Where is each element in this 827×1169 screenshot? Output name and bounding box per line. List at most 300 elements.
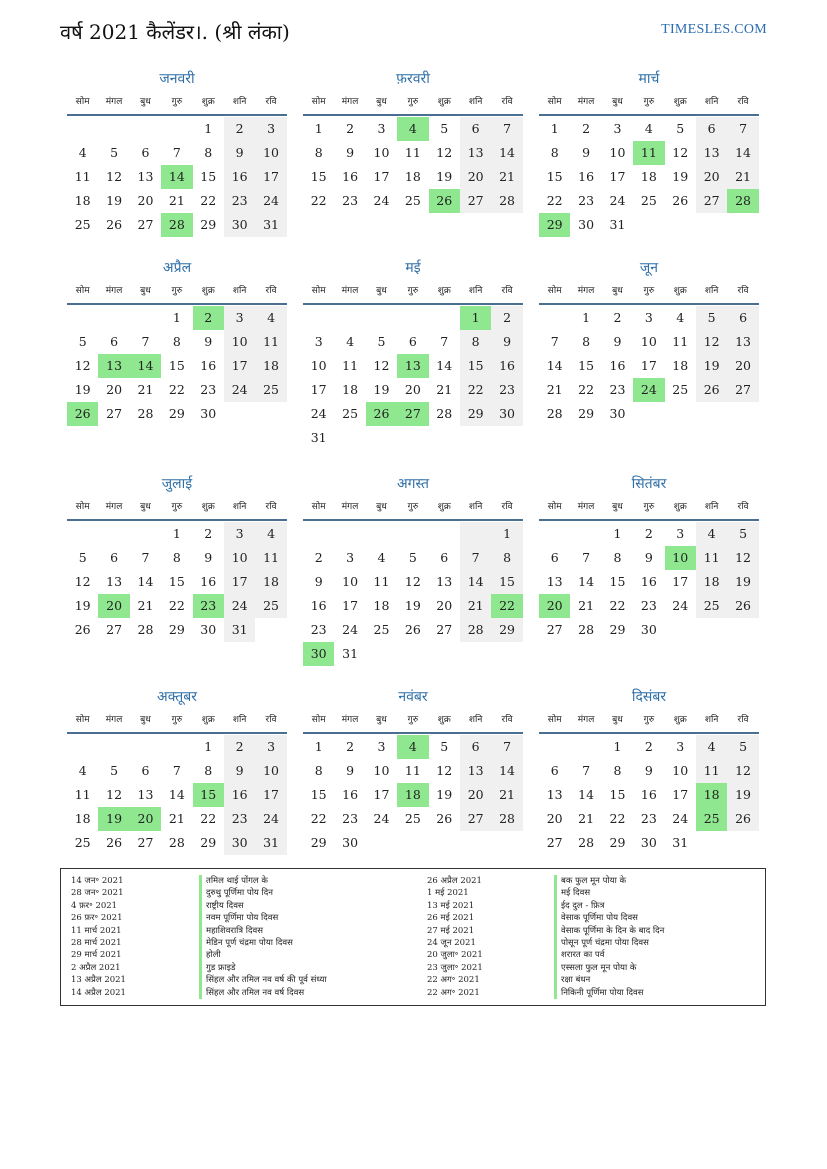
day-cell: 19 [727, 783, 758, 807]
day-cell: 30 [578, 217, 595, 232]
day-cell: 30 [491, 402, 522, 426]
day-cell: 7 [172, 145, 181, 160]
day-cell: 9 [204, 334, 213, 349]
holiday-day-cell: 10 [665, 546, 696, 570]
weekday-label: बुध [140, 502, 151, 512]
day-cell: 1 [550, 121, 559, 136]
day-cell: 3 [644, 310, 653, 325]
day-cell: 12 [106, 169, 123, 184]
day-cell: 10 [672, 763, 689, 778]
holiday-day-cell: 20 [539, 594, 570, 618]
empty-cell [67, 735, 98, 759]
empty-cell [366, 522, 397, 546]
day-cell: 9 [314, 574, 323, 589]
weekday-label: रवि [501, 715, 513, 725]
weekday-label: शनि [232, 97, 247, 107]
holiday-name: रक्षा बंधन [554, 974, 664, 986]
weekday-label: शुक्र [201, 715, 215, 725]
day-cell: 28 [578, 622, 595, 637]
day-cell: 6 [408, 334, 417, 349]
month-name: सितंबर [631, 476, 667, 492]
month-name: जनवरी [159, 71, 195, 87]
day-cell: 18 [640, 169, 657, 184]
day-cell: 2 [314, 550, 323, 565]
month-calendar [303, 68, 523, 213]
day-cell: 27 [696, 189, 727, 213]
empty-cell [397, 306, 428, 330]
day-cell: 24 [310, 406, 327, 421]
day-cell: 31 [224, 618, 255, 642]
day-cell: 12 [106, 787, 123, 802]
weekday-label: शनि [468, 97, 483, 107]
weekday-header [67, 708, 287, 734]
month-name: मई [405, 260, 421, 276]
holiday-day-cell: 30 [303, 642, 334, 666]
day-cell: 25 [373, 622, 390, 637]
day-cell: 17 [224, 354, 255, 378]
day-cell: 14 [137, 574, 154, 589]
day-cell: 17 [609, 169, 626, 184]
holiday-date: 24 जून 2021 [427, 937, 476, 948]
day-cell: 30 [224, 213, 255, 237]
day-cell: 8 [204, 763, 213, 778]
day-cell: 4 [644, 121, 653, 136]
day-cell: 29 [168, 622, 185, 637]
day-cell: 23 [609, 382, 626, 397]
holiday-list [60, 868, 766, 1006]
day-cell: 28 [436, 406, 453, 421]
day-cell: 5 [110, 145, 119, 160]
day-cell: 15 [168, 574, 185, 589]
holiday-day-cell: 4 [397, 735, 428, 759]
empty-cell [539, 735, 570, 759]
day-cell: 30 [640, 622, 657, 637]
holiday-date: 26 मई 2021 [427, 913, 475, 924]
day-cell: 16 [342, 787, 359, 802]
day-cell: 8 [582, 334, 591, 349]
weekday-label: रवि [265, 715, 277, 725]
day-cell: 12 [74, 574, 91, 589]
day-cell: 6 [440, 550, 449, 565]
holiday-date: 28 जन॰ 2021 [71, 888, 124, 899]
day-cell: 5 [78, 334, 87, 349]
day-cell: 10 [609, 145, 626, 160]
weekday-label: सोम [547, 97, 562, 107]
weekday-label: शुक्र [437, 502, 451, 512]
brand-link[interactable]: TIMESLES.COM [661, 22, 767, 37]
day-cell: 30 [200, 406, 217, 421]
day-cell: 22 [200, 811, 217, 826]
day-cell: 18 [74, 193, 91, 208]
weekday-label: मंगल [577, 502, 595, 512]
weekday-label: शनि [468, 715, 483, 725]
holiday-dates-left [71, 875, 126, 999]
day-cell: 31 [342, 646, 359, 661]
day-cell: 6 [460, 117, 491, 141]
weekday-label: रवि [265, 97, 277, 107]
holiday-day-cell: 26 [429, 189, 460, 213]
month-calendar [67, 257, 287, 426]
day-cell: 12 [436, 763, 453, 778]
day-cell: 15 [168, 358, 185, 373]
day-cell: 29 [310, 835, 327, 850]
day-cell: 29 [491, 618, 522, 642]
day-cell: 28 [578, 835, 595, 850]
month-name: अगस्त [396, 476, 429, 492]
weekday-label: मंगल [577, 286, 595, 296]
day-cell: 14 [578, 574, 595, 589]
day-cell: 16 [224, 165, 255, 189]
day-cell: 6 [460, 735, 491, 759]
day-cell: 8 [204, 145, 213, 160]
empty-cell [303, 522, 334, 546]
weekday-label: सोम [311, 97, 326, 107]
day-cell: 24 [672, 811, 689, 826]
day-cell: 1 [582, 310, 591, 325]
weekday-label: बुध [612, 715, 623, 725]
holiday-date: 28 मार्च 2021 [71, 937, 122, 948]
day-cell: 8 [550, 145, 559, 160]
holiday-day-cell: 19 [98, 807, 129, 831]
empty-cell [429, 306, 460, 330]
month-calendar [303, 473, 523, 666]
holiday-day-cell: 26 [366, 402, 397, 426]
day-cell: 6 [110, 550, 119, 565]
day-cell: 8 [172, 334, 181, 349]
weekday-label: शनि [704, 97, 719, 107]
day-cell: 7 [491, 735, 522, 759]
day-cell: 17 [224, 570, 255, 594]
weekday-label: रवि [265, 286, 277, 296]
day-cell: 30 [640, 835, 657, 850]
day-cell: 5 [78, 550, 87, 565]
day-cell: 2 [346, 121, 355, 136]
day-cell: 1 [314, 121, 323, 136]
holiday-dates-right [427, 875, 483, 999]
weekday-label: बुध [376, 502, 387, 512]
day-cell: 31 [255, 831, 286, 855]
holiday-date: 27 मई 2021 [427, 925, 475, 936]
day-cell: 19 [727, 570, 758, 594]
day-cell: 17 [342, 598, 359, 613]
day-cell: 23 [640, 598, 657, 613]
day-cell: 10 [342, 574, 359, 589]
day-cell: 1 [204, 739, 213, 754]
day-cell: 14 [436, 358, 453, 373]
weekday-header [539, 708, 759, 734]
month-name: दिसंबर [631, 689, 667, 705]
holiday-date: 4 फ़र॰ 2021 [71, 900, 118, 911]
holiday-day-cell: 23 [193, 594, 224, 618]
day-cell: 19 [106, 193, 123, 208]
day-cell: 26 [727, 807, 758, 831]
day-cell: 26 [106, 217, 123, 232]
weekday-label: शुक्र [437, 715, 451, 725]
day-cell: 9 [613, 334, 622, 349]
day-cell: 13 [137, 169, 154, 184]
day-cell: 15 [460, 354, 491, 378]
weekday-label: शनि [468, 286, 483, 296]
day-cell: 7 [727, 117, 758, 141]
day-cell: 20 [404, 382, 421, 397]
empty-cell [429, 522, 460, 546]
day-cell: 15 [310, 787, 327, 802]
day-cell: 23 [640, 811, 657, 826]
holiday-date: 29 मार्च 2021 [71, 950, 122, 961]
day-cell: 4 [255, 306, 286, 330]
day-cell: 5 [440, 739, 449, 754]
day-cell: 14 [578, 787, 595, 802]
holiday-date: 14 अप्रैल 2021 [71, 987, 126, 998]
day-cell: 16 [640, 787, 657, 802]
day-cell: 12 [727, 759, 758, 783]
day-cell: 15 [310, 169, 327, 184]
weekday-label: गुरु [643, 502, 655, 512]
weekday-label: गुरु [643, 286, 655, 296]
day-cell: 7 [141, 334, 150, 349]
day-cell: 5 [408, 550, 417, 565]
month-name: नवंबर [398, 689, 428, 705]
holiday-date: 13 अप्रैल 2021 [71, 975, 126, 986]
weekday-label: शनि [468, 502, 483, 512]
weekday-header [303, 90, 523, 116]
day-cell: 6 [141, 763, 150, 778]
day-cell: 21 [137, 598, 154, 613]
holiday-name: तमिल थाई पोंगल के [199, 875, 327, 887]
day-cell: 16 [224, 783, 255, 807]
empty-cell [366, 306, 397, 330]
day-cell: 14 [491, 759, 522, 783]
day-cell: 13 [546, 787, 563, 802]
day-cell: 23 [224, 807, 255, 831]
day-cell: 7 [582, 550, 591, 565]
holiday-day-cell: 13 [98, 354, 129, 378]
day-cell: 16 [200, 358, 217, 373]
day-cell: 2 [613, 310, 622, 325]
holiday-day-cell: 14 [130, 354, 161, 378]
weekday-label: गुरु [643, 97, 655, 107]
empty-cell [570, 522, 601, 546]
day-cell: 30 [224, 831, 255, 855]
day-cell: 15 [578, 358, 595, 373]
day-cell: 9 [644, 550, 653, 565]
day-cell: 7 [491, 117, 522, 141]
weekday-label: शुक्र [437, 286, 451, 296]
day-cell: 22 [546, 193, 563, 208]
day-cell: 10 [224, 330, 255, 354]
weekday-label: मंगल [105, 286, 123, 296]
day-cell: 5 [440, 121, 449, 136]
day-cell: 10 [373, 763, 390, 778]
weekday-label: सोम [547, 286, 562, 296]
holiday-name: एस्सला फुल मून पोया के [554, 962, 664, 974]
weekday-label: सोम [75, 502, 90, 512]
day-cell: 5 [727, 522, 758, 546]
day-cell: 23 [224, 189, 255, 213]
day-cell: 25 [342, 406, 359, 421]
day-cell: 13 [546, 574, 563, 589]
day-cell: 25 [404, 811, 421, 826]
day-grid [303, 735, 523, 855]
day-grid [303, 522, 523, 666]
day-cell: 5 [110, 763, 119, 778]
holiday-day-cell: 22 [491, 594, 522, 618]
holiday-day-cell: 24 [633, 378, 664, 402]
day-cell: 24 [255, 807, 286, 831]
holiday-date: 26 अप्रैल 2021 [427, 876, 482, 886]
day-cell: 23 [200, 382, 217, 397]
day-cell: 24 [224, 594, 255, 618]
day-cell: 23 [310, 622, 327, 637]
day-cell: 21 [491, 165, 522, 189]
day-cell: 8 [613, 763, 622, 778]
weekday-label: शनि [704, 502, 719, 512]
holiday-name: गुड फ्राइडे [199, 962, 327, 974]
day-cell: 25 [672, 382, 689, 397]
month-calendar [67, 686, 287, 855]
weekday-label: शनि [704, 286, 719, 296]
day-grid [539, 306, 759, 426]
day-cell: 4 [346, 334, 355, 349]
day-cell: 19 [672, 169, 689, 184]
day-cell: 29 [200, 217, 217, 232]
day-cell: 22 [310, 811, 327, 826]
holiday-day-cell: 4 [397, 117, 428, 141]
day-cell: 25 [404, 193, 421, 208]
day-cell: 8 [314, 145, 323, 160]
day-cell: 6 [696, 117, 727, 141]
day-cell: 11 [672, 334, 689, 349]
day-cell: 28 [546, 406, 563, 421]
day-cell: 14 [168, 787, 185, 802]
holiday-day-cell: 20 [130, 807, 161, 831]
day-cell: 13 [137, 787, 154, 802]
day-cell: 26 [727, 594, 758, 618]
empty-cell [303, 306, 334, 330]
day-cell: 1 [172, 310, 181, 325]
day-cell: 3 [224, 306, 255, 330]
holiday-name: होली [199, 949, 327, 961]
weekday-label: शुक्र [673, 715, 687, 725]
weekday-header [303, 279, 523, 305]
month-calendar [539, 473, 759, 642]
page-title: वर्ष 2021 कैलेंडर।. (श्री लंका) [60, 20, 290, 44]
holiday-date: 22 अग॰ 2021 [427, 987, 480, 998]
day-cell: 19 [696, 354, 727, 378]
day-cell: 13 [696, 141, 727, 165]
day-cell: 11 [74, 787, 91, 802]
day-cell: 19 [74, 598, 91, 613]
empty-cell [130, 117, 161, 141]
day-cell: 12 [672, 145, 689, 160]
day-cell: 21 [727, 165, 758, 189]
day-cell: 9 [204, 550, 213, 565]
month-calendar [67, 68, 287, 237]
weekday-label: शुक्र [201, 97, 215, 107]
day-cell: 10 [255, 141, 286, 165]
month-calendar [67, 473, 287, 642]
day-cell: 16 [578, 169, 595, 184]
day-grid [67, 306, 287, 426]
day-cell: 31 [255, 213, 286, 237]
weekday-label: मंगल [341, 97, 359, 107]
day-cell: 7 [460, 546, 491, 570]
day-cell: 28 [137, 622, 154, 637]
day-cell: 21 [460, 594, 491, 618]
day-cell: 9 [346, 145, 355, 160]
day-cell: 29 [609, 835, 626, 850]
weekday-label: शुक्र [673, 286, 687, 296]
holiday-name: मई दिवस [554, 887, 664, 899]
day-cell: 20 [460, 165, 491, 189]
day-cell: 29 [168, 406, 185, 421]
day-cell: 4 [696, 522, 727, 546]
holiday-names-right [554, 875, 664, 999]
weekday-label: बुध [140, 97, 151, 107]
empty-cell [570, 735, 601, 759]
day-cell: 28 [491, 189, 522, 213]
month-name: जुलाई [161, 476, 193, 492]
day-cell: 27 [546, 835, 563, 850]
day-cell: 9 [491, 330, 522, 354]
day-cell: 24 [373, 193, 390, 208]
day-cell: 29 [460, 402, 491, 426]
day-cell: 30 [342, 835, 359, 850]
day-grid [67, 735, 287, 855]
day-cell: 8 [460, 330, 491, 354]
day-cell: 20 [106, 382, 123, 397]
weekday-label: मंगल [341, 286, 359, 296]
weekday-label: सोम [311, 715, 326, 725]
weekday-label: रवि [737, 286, 749, 296]
day-cell: 15 [609, 574, 626, 589]
holiday-name: मेडिन पूर्ण चंद्रमा पोया दिवस [199, 937, 327, 949]
weekday-label: मंगल [105, 502, 123, 512]
day-cell: 20 [546, 811, 563, 826]
day-cell: 14 [491, 141, 522, 165]
weekday-label: मंगल [105, 715, 123, 725]
day-cell: 12 [696, 330, 727, 354]
day-cell: 22 [460, 378, 491, 402]
day-cell: 17 [255, 165, 286, 189]
day-cell: 10 [640, 334, 657, 349]
day-cell: 16 [640, 574, 657, 589]
day-cell: 7 [141, 550, 150, 565]
day-grid [303, 306, 523, 450]
day-cell: 12 [74, 358, 91, 373]
day-cell: 6 [727, 306, 758, 330]
day-cell: 24 [342, 622, 359, 637]
day-cell: 17 [640, 358, 657, 373]
holiday-name: राष्ट्रीय दिवस [199, 900, 327, 912]
day-cell: 15 [546, 169, 563, 184]
holiday-name: निकिनी पूर्णिमा पोया दिवस [554, 987, 664, 999]
day-cell: 27 [460, 189, 491, 213]
day-cell: 18 [342, 382, 359, 397]
holiday-day-cell: 14 [161, 165, 192, 189]
day-cell: 25 [74, 217, 91, 232]
day-cell: 21 [546, 382, 563, 397]
holiday-date: 23 जुला॰ 2021 [427, 962, 483, 973]
day-cell: 30 [200, 622, 217, 637]
holiday-name: पोसून पूर्ण चंद्रमा पोया दिवस [554, 937, 664, 949]
weekday-label: गुरु [171, 286, 183, 296]
day-cell: 22 [310, 193, 327, 208]
weekday-label: बुध [376, 97, 387, 107]
day-cell: 3 [377, 739, 386, 754]
empty-cell [67, 522, 98, 546]
empty-cell [161, 117, 192, 141]
